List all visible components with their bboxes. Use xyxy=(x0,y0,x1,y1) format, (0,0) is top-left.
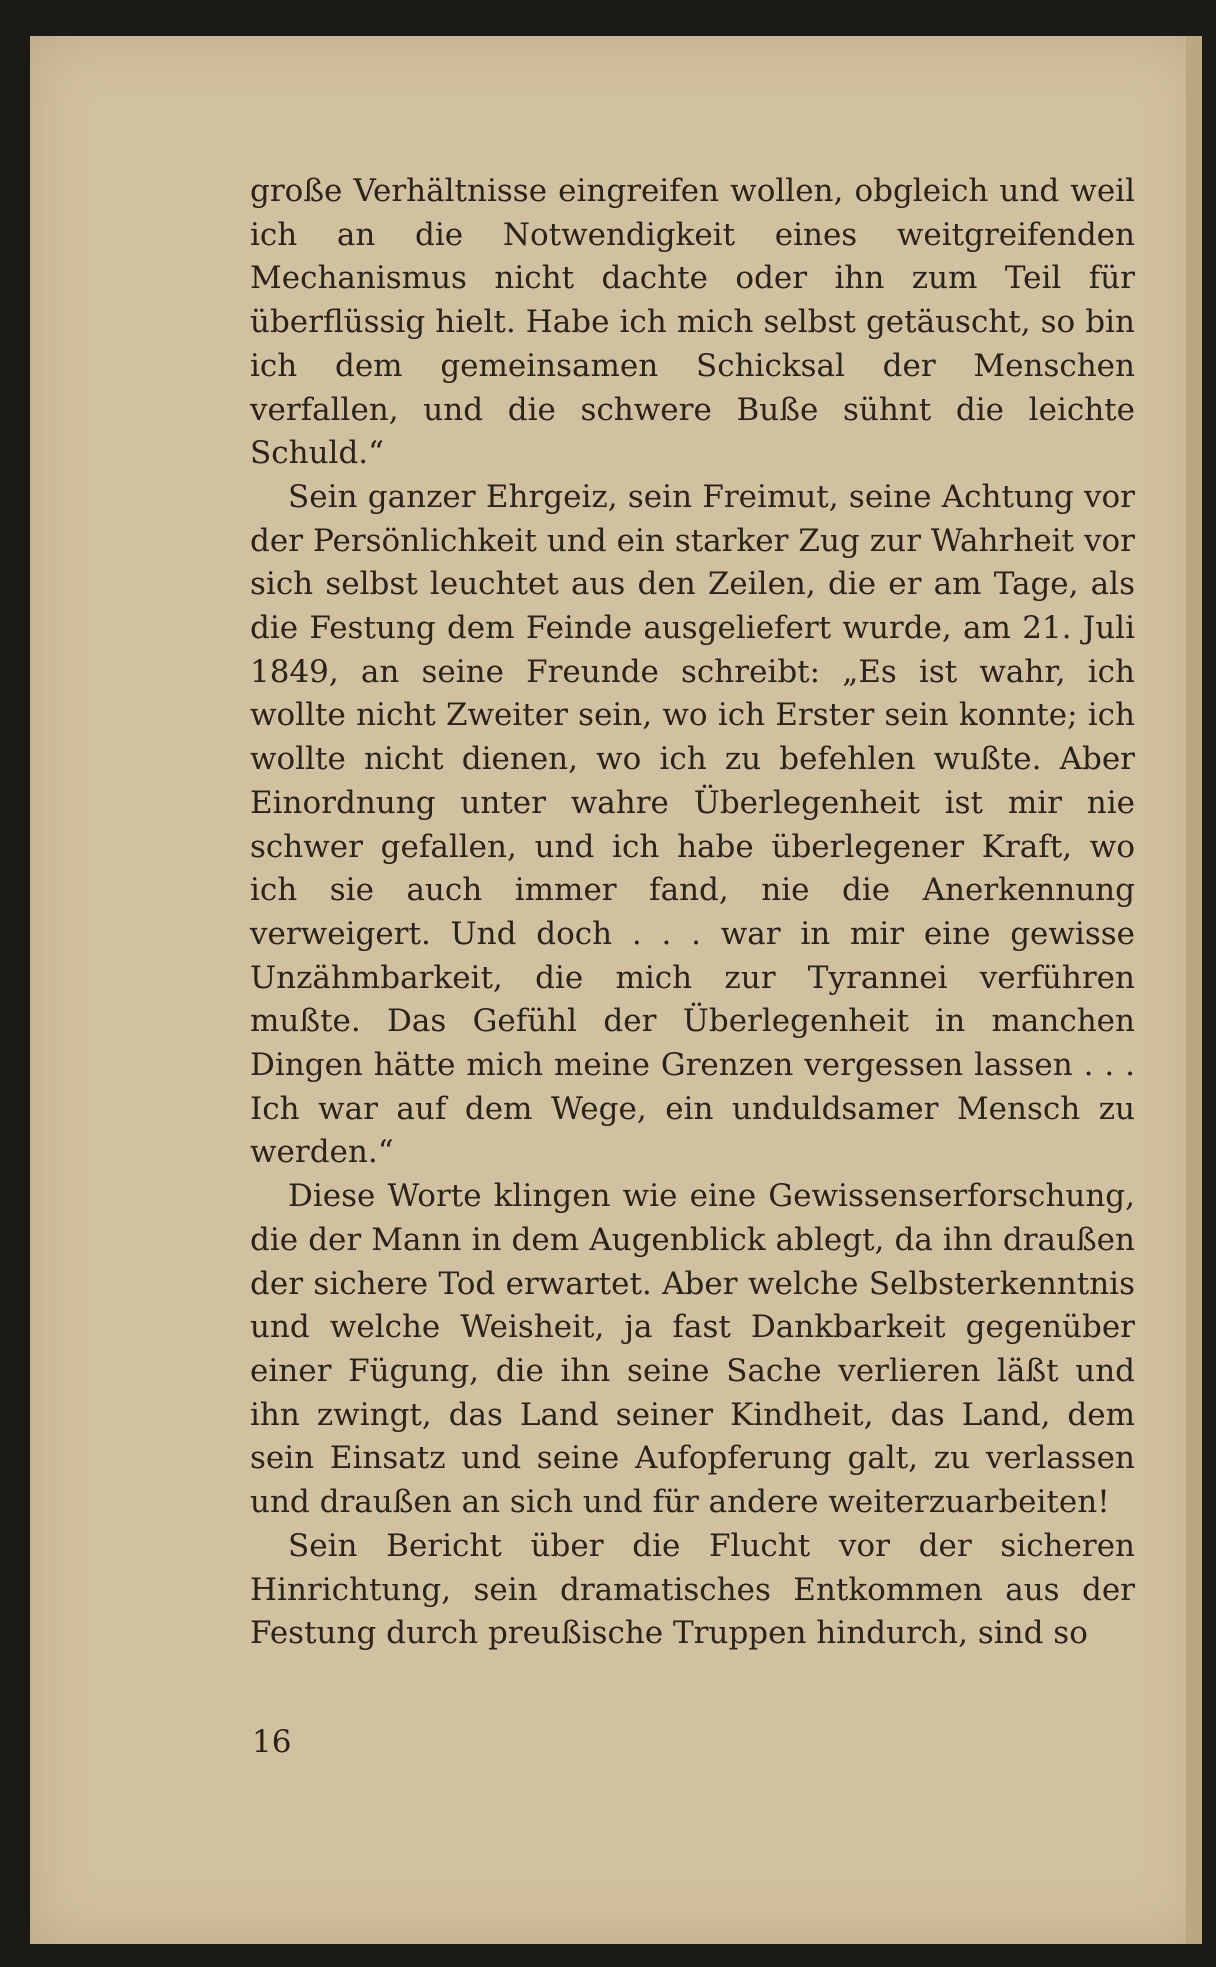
paragraph-continued: große Verhältnisse eingreifen wollen, obgleich und weil ich an die Notwendigkeit eines weitgreifenden Mechanismus nicht dachte oder ihn zum Teil für überflüssig hielt. Habe ich mich selbst getäuscht, so bin ich dem gemeinsamen Schicksal der Menschen verfallen, und die schwere Buße sühnt die leichte Schuld.“ xyxy=(250,173,1135,472)
page-number: 16 xyxy=(252,1724,292,1760)
paragraph: Sein Bericht über die Flucht vor der sicheren Hinrichtung, sein dramatisches Entkommen aus der Festung durch preußische Truppen hindurch, sind so xyxy=(250,1527,1135,1652)
paragraph: Sein ganzer Ehrgeiz, sein Freimut, seine Achtung vor der Persönlichkeit und ein starker Zug zur Wahrheit vor sich selbst leuchtet aus den Zeilen, die er am Tage, als die Festung dem Feinde ausgeliefert wurde, am 21. Juli 1849, an seine Freunde schreibt: „Es ist wahr, ich wollte nicht Zweiter sein, wo ich Erster sein konnte; ich wollte nicht dienen, wo ich zu befehlen wußte. Aber Einordnung unter wahre Überlegenheit ist mir nie schwer gefallen, und ich habe überlegener Kraft, wo ich sie auch immer fand, nie die Anerkennung verweigert. Und doch . . . war in mir eine gewisse Unzähmbarkeit, die mich zur Tyrannei verführen mußte. Das Gefühl der Überlegenheit in manchen Dingen hätte mich meine Grenzen vergessen lassen . . . Ich war auf dem Wege, ein unduldsamer Mensch zu werden.“ xyxy=(250,478,1135,1171)
body-text xyxy=(250,170,1135,1656)
paragraph: Diese Worte klingen wie eine Gewissenserforschung, die der Mann in dem Augenblick ablegt, da ihn draußen der sichere Tod erwartet. Aber welche Selbsterkenntnis und welche Weisheit, ja fast Dankbarkeit gegenüber einer Fügung, die ihn seine Sache verlieren läßt und ihn zwingt, das Land seiner Kindheit, das Land, dem sein Einsatz und seine Aufopferung galt, zu verlassen und draußen an sich und für andere weiterzuarbeiten! xyxy=(250,1178,1135,1521)
page-edge xyxy=(1186,36,1202,1944)
